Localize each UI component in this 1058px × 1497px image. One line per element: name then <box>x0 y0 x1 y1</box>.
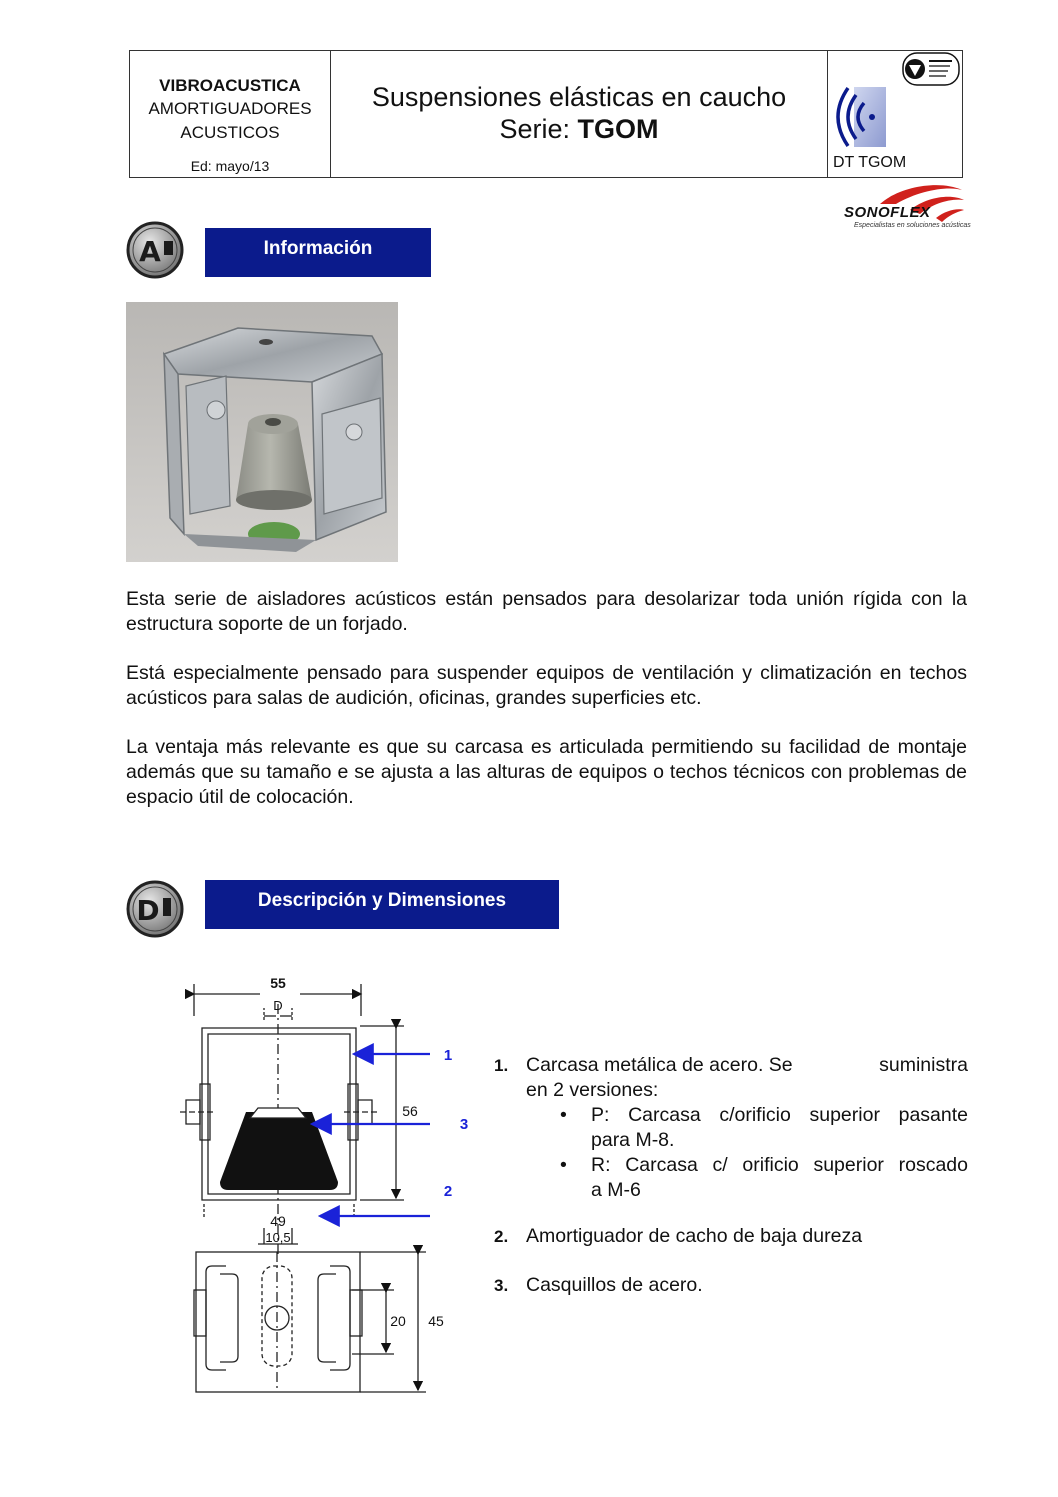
badge-letter: D <box>136 894 160 927</box>
company-subtitle-line1: AMORTIGUADORES <box>148 99 312 118</box>
edition-date: Ed: mayo/13 <box>190 158 270 174</box>
callout-2: 2 <box>443 1183 453 1200</box>
series-prefix: Serie: <box>499 114 578 144</box>
info-paragraph-2: Está especialmente pensado para suspender equipos de ventilación y climatización en techos acústicos para salas de audición, oficinas, grandes superficies etc. <box>126 662 967 709</box>
description-list <box>494 1053 968 1313</box>
document-series <box>331 114 827 145</box>
section-badge-d-icon <box>126 880 184 938</box>
sonoflex-logo <box>840 182 971 240</box>
list-item-2-number: 2. <box>494 1227 509 1246</box>
sub-item-1-line1: P: Carcasa c/orificio superior pasante <box>591 1104 968 1126</box>
document-header <box>129 50 963 178</box>
brand-name: SONOFLEX <box>844 204 931 221</box>
callout-3: 3 <box>459 1116 469 1133</box>
list-item-2-text: Amortiguador de cacho de baja dureza <box>526 1225 863 1247</box>
dim-label-55: 55 <box>270 975 286 991</box>
section-title-descripcion: Descripción y Dimensiones <box>205 880 559 929</box>
document-code: DT TGOM <box>833 154 907 171</box>
dim-label-20: 20 <box>390 1313 406 1329</box>
sub-item-2-line2: a M-6 <box>591 1179 641 1201</box>
list-item-1-number: 1. <box>494 1056 509 1075</box>
brand-tagline: Especialistas en soluciones acústicas <box>854 222 971 229</box>
sub-item-2-line1: R: Carcasa c/ orificio superior roscado <box>591 1154 968 1176</box>
list-item-3-text: Casquillos de acero. <box>526 1274 703 1296</box>
list-item-1-text-b: suministra <box>879 1054 968 1076</box>
dim-label-hole: 10,5 <box>265 1230 291 1245</box>
section-badge-a-icon <box>126 221 184 279</box>
section-title-informacion: Información <box>205 228 431 277</box>
sub-item-1-line2: para M-8. <box>591 1129 675 1151</box>
series-code: TGOM <box>577 114 659 144</box>
dim-label-56: 56 <box>402 1103 418 1119</box>
dim-label-d: D <box>273 998 283 1013</box>
badge-letter: A <box>139 235 161 268</box>
dim-label-45: 45 <box>428 1313 444 1329</box>
title-cell <box>331 51 828 177</box>
logo-cell <box>828 51 962 177</box>
technical-drawing <box>180 968 480 1400</box>
sound-wave-logo-icon <box>832 85 888 149</box>
company-cell <box>130 51 331 177</box>
document-title: Suspensiones elásticas en caucho <box>371 82 787 112</box>
info-paragraph-3: La ventaja más relevante es que su carcasa es articulada permitiendo su facilidad de montaje además que su tamaño e se ajusta a las alturas de equipos o techos técnicos con problemas de espacio útil de colocación. <box>126 736 967 808</box>
sub-bullet-2: • <box>560 1154 567 1176</box>
list-item-3-number: 3. <box>494 1276 509 1295</box>
product-photo <box>126 302 398 562</box>
dim-label-49: 49 <box>270 1213 286 1229</box>
callout-1: 1 <box>443 1047 453 1064</box>
list-item-1-text-c: en 2 versiones: <box>526 1079 659 1101</box>
info-paragraph-1: Esta serie de aisladores acústicos están pensados para desolarizar toda unión rígida con la estructura soporte de un forjado. <box>126 588 967 635</box>
list-item-1-text-a: Carcasa metálica de acero. Se <box>526 1054 793 1076</box>
company-subtitle-line2: ACUSTICOS <box>180 123 280 142</box>
certification-seal-icon <box>902 52 960 86</box>
sub-bullet-1: • <box>560 1104 567 1126</box>
company-subtitle <box>130 97 330 145</box>
company-name: VIBROACUSTICA <box>159 76 301 95</box>
